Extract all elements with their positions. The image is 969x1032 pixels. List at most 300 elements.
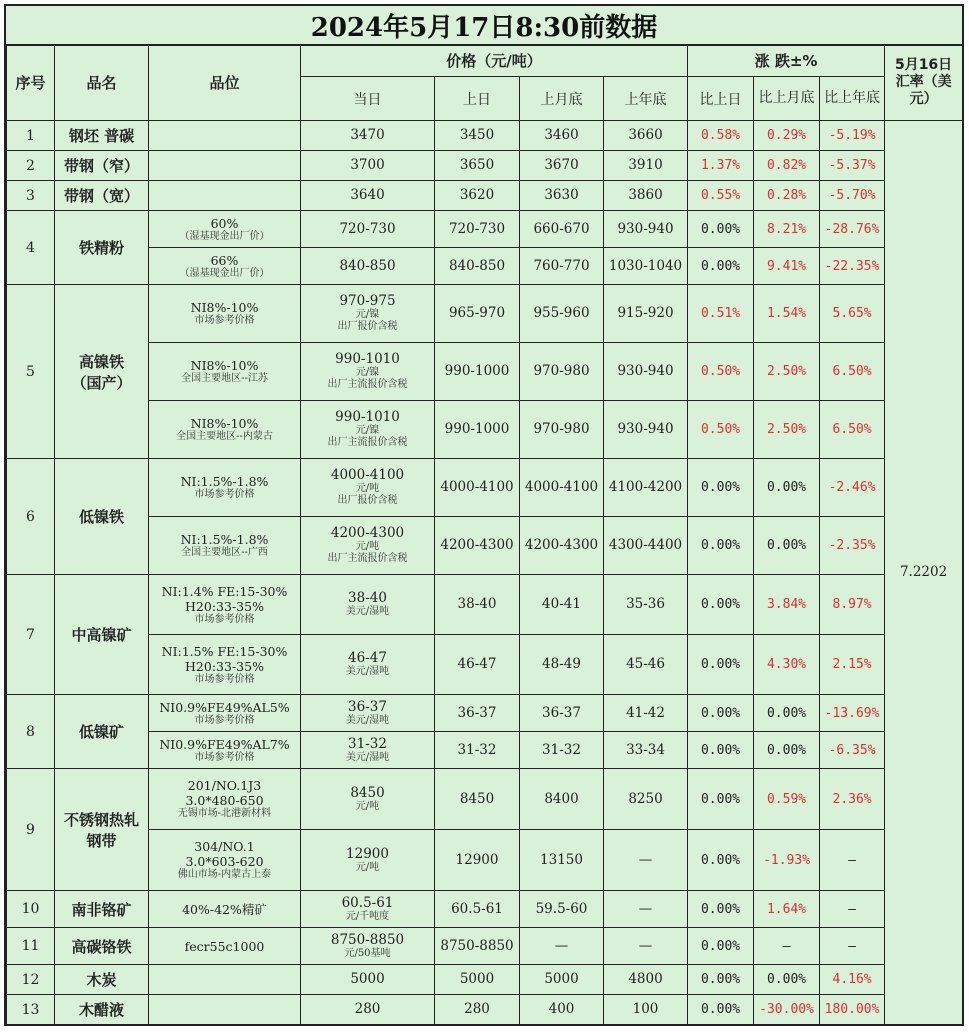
row-prev-month: 3630 [520,181,604,211]
today-price: 990-1010 [335,409,400,425]
row-prev-month: 955-960 [520,285,604,343]
row-today [301,211,435,248]
row-prev-day: 990-1000 [435,343,520,401]
table-row [7,995,963,1025]
row-change-day: 0.00% [688,769,754,830]
row-change-day: 0.00% [688,248,754,285]
row-grade [149,732,301,769]
row-change-day: 0.00% [688,695,754,732]
today-price: 3640 [350,187,385,203]
today-price: 3470 [350,127,385,143]
header-price-group: 价格（元/吨） [301,45,688,77]
row-prev-day: 3450 [435,121,520,151]
row-prev-day: 280 [435,995,520,1025]
row-change-year: — [820,928,885,965]
sheet-title: 2024年5月17日8:30前数据 [6,6,962,46]
today-note: 元/吨 [355,483,380,494]
row-today [301,181,435,211]
row-today [301,285,435,343]
row-prev-year: 33-34 [604,732,688,769]
row-prev-month: 970-980 [520,343,604,401]
grade-note: 全国主要地区--广西 [181,547,268,558]
row-prev-month: 970-980 [520,401,604,459]
row-name [55,769,149,891]
row-today [301,891,435,928]
row-prev-year: 930-940 [604,343,688,401]
today-price: 46-47 [348,650,387,666]
row-change-day: 0.58% [688,121,754,151]
row-change-month: 1.54% [754,285,820,343]
table-row [7,459,963,517]
header-change-group: 涨 跌±% [688,45,885,77]
today-note: 出厂报价含税 [337,321,398,332]
row-today [301,995,435,1025]
row-change-year: -2.46% [820,459,885,517]
header-prev-day: 上日 [435,77,520,121]
header-grade: 品位 [149,45,301,121]
row-prev-year: 3910 [604,151,688,181]
row-name-line: 不锈钢热轧 [63,810,139,829]
grade-note: （湿基现金出厂价） [179,230,270,242]
row-prev-year: 45-46 [604,635,688,695]
row-grade [149,459,301,517]
header-vs-prev-day: 比上日 [688,77,754,121]
row-grade [149,248,301,285]
row-change-day: 0.00% [688,575,754,635]
row-change-month: -1.93% [754,830,820,891]
row-name-line: 高镍铁 [78,352,124,371]
table-row [7,211,963,248]
grade-note: 无锡市场-北港新材料 [177,808,272,819]
table-row [7,248,963,285]
row-grade [149,121,301,151]
table-row [7,121,963,151]
row-change-year: 180.00% [820,995,885,1025]
row-prev-day: 31-32 [435,732,520,769]
row-change-year: -2.35% [820,517,885,575]
row-seq: 4 [7,211,55,285]
row-prev-month: 13150 [520,830,604,891]
today-note: 元/吨 [355,541,380,552]
table-row [7,285,963,343]
row-grade [149,769,301,830]
table-body [7,121,963,1025]
grade-text: 60% [210,215,239,231]
row-prev-year: 930-940 [604,401,688,459]
row-name [55,121,149,151]
row-name [55,928,149,965]
row-seq: 1 [7,121,55,151]
row-seq: 3 [7,181,55,211]
row-change-year: -22.35% [820,248,885,285]
table-row [7,769,963,830]
row-prev-year: 4800 [604,965,688,995]
row-change-month: 0.29% [754,121,820,151]
row-today [301,459,435,517]
table-row [7,151,963,181]
row-grade [149,891,301,928]
row-prev-day: 4200-4300 [435,517,520,575]
row-change-day: 0.00% [688,928,754,965]
table-row [7,401,963,459]
row-change-month: 8.21% [754,211,820,248]
row-change-month: -30.00% [754,995,820,1025]
row-change-month: 1.64% [754,891,820,928]
row-today [301,248,435,285]
row-prev-month: 3460 [520,121,604,151]
row-change-day: 0.00% [688,995,754,1025]
row-prev-year: 41-42 [604,695,688,732]
row-seq: 5 [7,285,55,459]
row-prev-month: 48-49 [520,635,604,695]
row-prev-day: 720-730 [435,211,520,248]
today-price: 720-730 [339,220,396,237]
today-price: 38-40 [348,590,387,606]
row-change-day: 0.00% [688,830,754,891]
row-prev-month: — [520,928,604,965]
row-name [55,575,149,695]
row-prev-day: 990-1000 [435,401,520,459]
grade-text: NI:1.5%-1.8% [180,532,269,547]
row-change-month: 0.00% [754,695,820,732]
row-grade [149,211,301,248]
row-change-day: 0.00% [688,732,754,769]
row-change-day: 1.37% [688,151,754,181]
row-name-line: 木醋液 [78,1001,124,1019]
grade-text: 304/NO.1 [194,839,255,854]
today-price: 280 [354,1001,381,1017]
grade-note: 市场参考价格 [194,613,255,625]
today-price: 8450 [350,784,385,801]
row-seq: 11 [7,928,55,965]
row-change-day: 0.00% [688,459,754,517]
grade-text: NI8%-10% [190,358,259,373]
grade-text: 3.0*480-650 [185,793,264,808]
row-seq: 9 [7,769,55,891]
row-name-line: 中高镍矿 [71,626,132,644]
row-today [301,830,435,891]
row-prev-month: 4200-4300 [520,517,604,575]
row-change-day: 0.00% [688,211,754,248]
row-grade [149,517,301,575]
table-row [7,732,963,769]
row-change-month: 9.41% [754,248,820,285]
row-grade [149,151,301,181]
row-prev-year: 915-920 [604,285,688,343]
row-prev-year: — [604,928,688,965]
grade-note: （湿基现金出厂价） [179,267,270,279]
row-today [301,575,435,635]
row-change-month: 0.00% [754,459,820,517]
today-note: 出厂主流报价含税 [327,437,408,448]
row-name [55,459,149,575]
header-prev-month-end: 上月底 [520,77,604,121]
row-prev-month: 3670 [520,151,604,181]
row-change-year: 5.65% [820,285,885,343]
grade-text: H20:33-35% [185,598,264,614]
today-note: 出厂主流报价含税 [327,553,408,564]
grade-note: 佛山市场-内蒙古上泰 [177,869,272,880]
today-note: 元/吨 [355,800,380,812]
row-prev-day: 3620 [435,181,520,211]
row-name-line: 带钢（宽） [63,187,139,205]
row-prev-year: 35-36 [604,575,688,635]
row-change-month: 0.28% [754,181,820,211]
row-name-line: 低镍铁 [78,508,124,526]
table-row [7,575,963,635]
row-change-day: 0.00% [688,891,754,928]
row-prev-month: 760-770 [520,248,604,285]
row-prev-month: 40-41 [520,575,604,635]
row-name-line: 钢坯 普碳 [68,127,135,145]
today-note: 美元/湿吨 [345,751,390,763]
grade-text: 40%-42%精矿 [182,901,267,917]
row-prev-year: 3660 [604,121,688,151]
grade-note: 全国主要地区--内蒙古 [176,431,273,442]
row-prev-year: 1030-1040 [604,248,688,285]
row-change-month: 0.00% [754,732,820,769]
row-name-line: 南非铬矿 [71,900,132,919]
row-name [55,891,149,928]
grade-text: H20:33-35% [185,658,264,674]
row-prev-day: 3650 [435,151,520,181]
grade-text: fecr55c1000 [184,938,265,954]
row-name-line: 低镍矿 [78,723,124,741]
today-price: 840-850 [339,257,396,274]
price-table [6,44,963,1025]
row-change-month: 2.50% [754,343,820,401]
row-today [301,965,435,995]
header-vs-prev-year: 比上年底 [820,77,885,121]
row-seq: 8 [7,695,55,769]
row-grade [149,401,301,459]
row-name-line: 铁精粉 [78,239,124,257]
row-grade [149,965,301,995]
row-seq: 6 [7,459,55,575]
row-change-day: 0.50% [688,343,754,401]
row-change-month: 0.59% [754,769,820,830]
row-change-month: 0.00% [754,517,820,575]
row-change-year: — [820,891,885,928]
row-change-day: 0.51% [688,285,754,343]
grade-note: 市场参考价格 [194,751,255,763]
row-prev-month: 36-37 [520,695,604,732]
row-name [55,995,149,1025]
row-today [301,343,435,401]
row-prev-month: 31-32 [520,732,604,769]
row-name-line: 高碳铬铁 [71,937,132,956]
row-grade [149,995,301,1025]
today-price: 970-975 [339,293,396,309]
row-prev-year: 100 [604,995,688,1025]
row-prev-day: 5000 [435,965,520,995]
today-price: 4200-4300 [330,525,405,541]
grade-text: NI:1.5% FE:15-30% [161,643,288,659]
row-change-year: -13.69% [820,695,885,732]
today-note: 元/镍 [355,367,380,378]
today-price: 3700 [350,157,385,173]
header-seq: 序号 [7,45,55,121]
row-today [301,121,435,151]
row-prev-day: 840-850 [435,248,520,285]
row-prev-day: 8450 [435,769,520,830]
row-prev-month: 400 [520,995,604,1025]
table-row [7,517,963,575]
row-change-year: 4.16% [820,965,885,995]
today-price: 990-1010 [335,351,400,367]
row-change-year: -28.76% [820,211,885,248]
row-grade [149,181,301,211]
table-row [7,343,963,401]
today-note: 元/吨 [355,861,380,873]
today-note: 元/50基吨 [344,947,391,959]
row-seq: 13 [7,995,55,1025]
row-grade [149,575,301,635]
row-prev-year: 4100-4200 [604,459,688,517]
grade-text: NI8%-10% [190,300,259,315]
row-grade [149,343,301,401]
row-change-day: 0.55% [688,181,754,211]
grade-note: 市场参考价格 [194,714,255,726]
row-today [301,928,435,965]
today-price: 4000-4100 [330,467,405,483]
row-prev-year: — [604,830,688,891]
row-name-line: （国产） [71,373,132,392]
table-row [7,695,963,732]
row-change-year: 6.50% [820,343,885,401]
grade-text: 3.0*603-620 [185,854,264,869]
table-row [7,181,963,211]
row-name-line: 带钢（窄） [63,157,139,175]
grade-text: 201/NO.1J3 [187,778,262,793]
row-change-day: 0.00% [688,635,754,695]
row-prev-month: 8400 [520,769,604,830]
table-row [7,965,963,995]
row-prev-day: 12900 [435,830,520,891]
row-change-month: — [754,928,820,965]
row-grade [149,695,301,732]
today-price: 5000 [350,971,385,987]
today-price: 36-37 [348,698,387,715]
row-grade [149,830,301,891]
row-prev-year: 930-940 [604,211,688,248]
row-prev-day: 8750-8850 [435,928,520,965]
grade-text: 66% [210,252,239,268]
grade-note: 市场参考价格 [194,489,255,500]
row-name [55,285,149,459]
row-prev-year: 4300-4400 [604,517,688,575]
row-prev-month: 660-670 [520,211,604,248]
row-prev-day: 36-37 [435,695,520,732]
today-note: 出厂报价含税 [337,495,398,506]
row-today [301,635,435,695]
row-prev-month: 5000 [520,965,604,995]
row-name [55,695,149,769]
table-row [7,928,963,965]
grade-text: NI:1.4% FE:15-30% [161,583,288,599]
header-today: 当日 [301,77,435,121]
row-prev-day: 4000-4100 [435,459,520,517]
today-price: 12900 [346,845,389,862]
row-grade [149,635,301,695]
row-seq: 12 [7,965,55,995]
row-prev-month: 4000-4100 [520,459,604,517]
row-change-year: -5.37% [820,151,885,181]
row-prev-day: 38-40 [435,575,520,635]
row-change-day: 0.00% [688,965,754,995]
today-note: 元/镍 [355,425,380,436]
row-name-line: 木炭 [86,971,117,989]
row-name-line: 钢带 [86,831,117,850]
table-row [7,830,963,891]
row-today [301,151,435,181]
row-today [301,695,435,732]
row-prev-year: 8250 [604,769,688,830]
today-note: 美元/湿吨 [345,606,390,617]
today-note: 美元/湿吨 [345,714,390,726]
row-prev-day: 46-47 [435,635,520,695]
row-change-year: 6.50% [820,401,885,459]
row-name [55,151,149,181]
header-name: 品名 [55,45,149,121]
row-today [301,401,435,459]
grade-text: NI0.9%FE49%AL5% [159,699,290,715]
grade-text: NI8%-10% [190,416,259,431]
row-seq: 2 [7,151,55,181]
header-exchange-rate: 5月16日汇率（美元） [885,45,963,121]
header-vs-prev-month: 比上月底 [754,77,820,121]
row-today [301,732,435,769]
row-seq: 10 [7,891,55,928]
today-note: 出厂主流报价含税 [327,379,408,390]
row-prev-year: — [604,891,688,928]
row-change-day: 0.50% [688,401,754,459]
row-prev-year: 3860 [604,181,688,211]
row-change-month: 0.00% [754,965,820,995]
row-change-day: 0.00% [688,517,754,575]
row-grade [149,285,301,343]
row-seq: 7 [7,575,55,695]
row-change-year: 8.97% [820,575,885,635]
row-name [55,181,149,211]
row-change-year: -5.70% [820,181,885,211]
header-prev-year-end: 上年底 [604,77,688,121]
row-change-year: 2.36% [820,769,885,830]
row-change-month: 3.84% [754,575,820,635]
row-change-month: 2.50% [754,401,820,459]
price-sheet [4,4,964,1026]
row-grade [149,928,301,965]
row-change-year: — [820,830,885,891]
row-today [301,517,435,575]
grade-text: NI0.9%FE49%AL7% [159,736,290,752]
row-name [55,965,149,995]
grade-note: 市场参考价格 [194,673,255,685]
row-change-month: 0.82% [754,151,820,181]
row-prev-day: 965-970 [435,285,520,343]
today-note: 元/镍 [355,309,380,320]
row-change-year: 2.15% [820,635,885,695]
grade-text: NI:1.5%-1.8% [180,474,269,489]
exchange-rate-value: 7.2202 [885,121,963,1025]
row-prev-month: 59.5-60 [520,891,604,928]
today-note: 元/千吨度 [345,910,390,922]
today-price: 31-32 [348,735,387,752]
row-today [301,769,435,830]
row-name [55,211,149,285]
grade-note: 全国主要地区--江苏 [181,373,268,384]
row-change-month: 4.30% [754,635,820,695]
